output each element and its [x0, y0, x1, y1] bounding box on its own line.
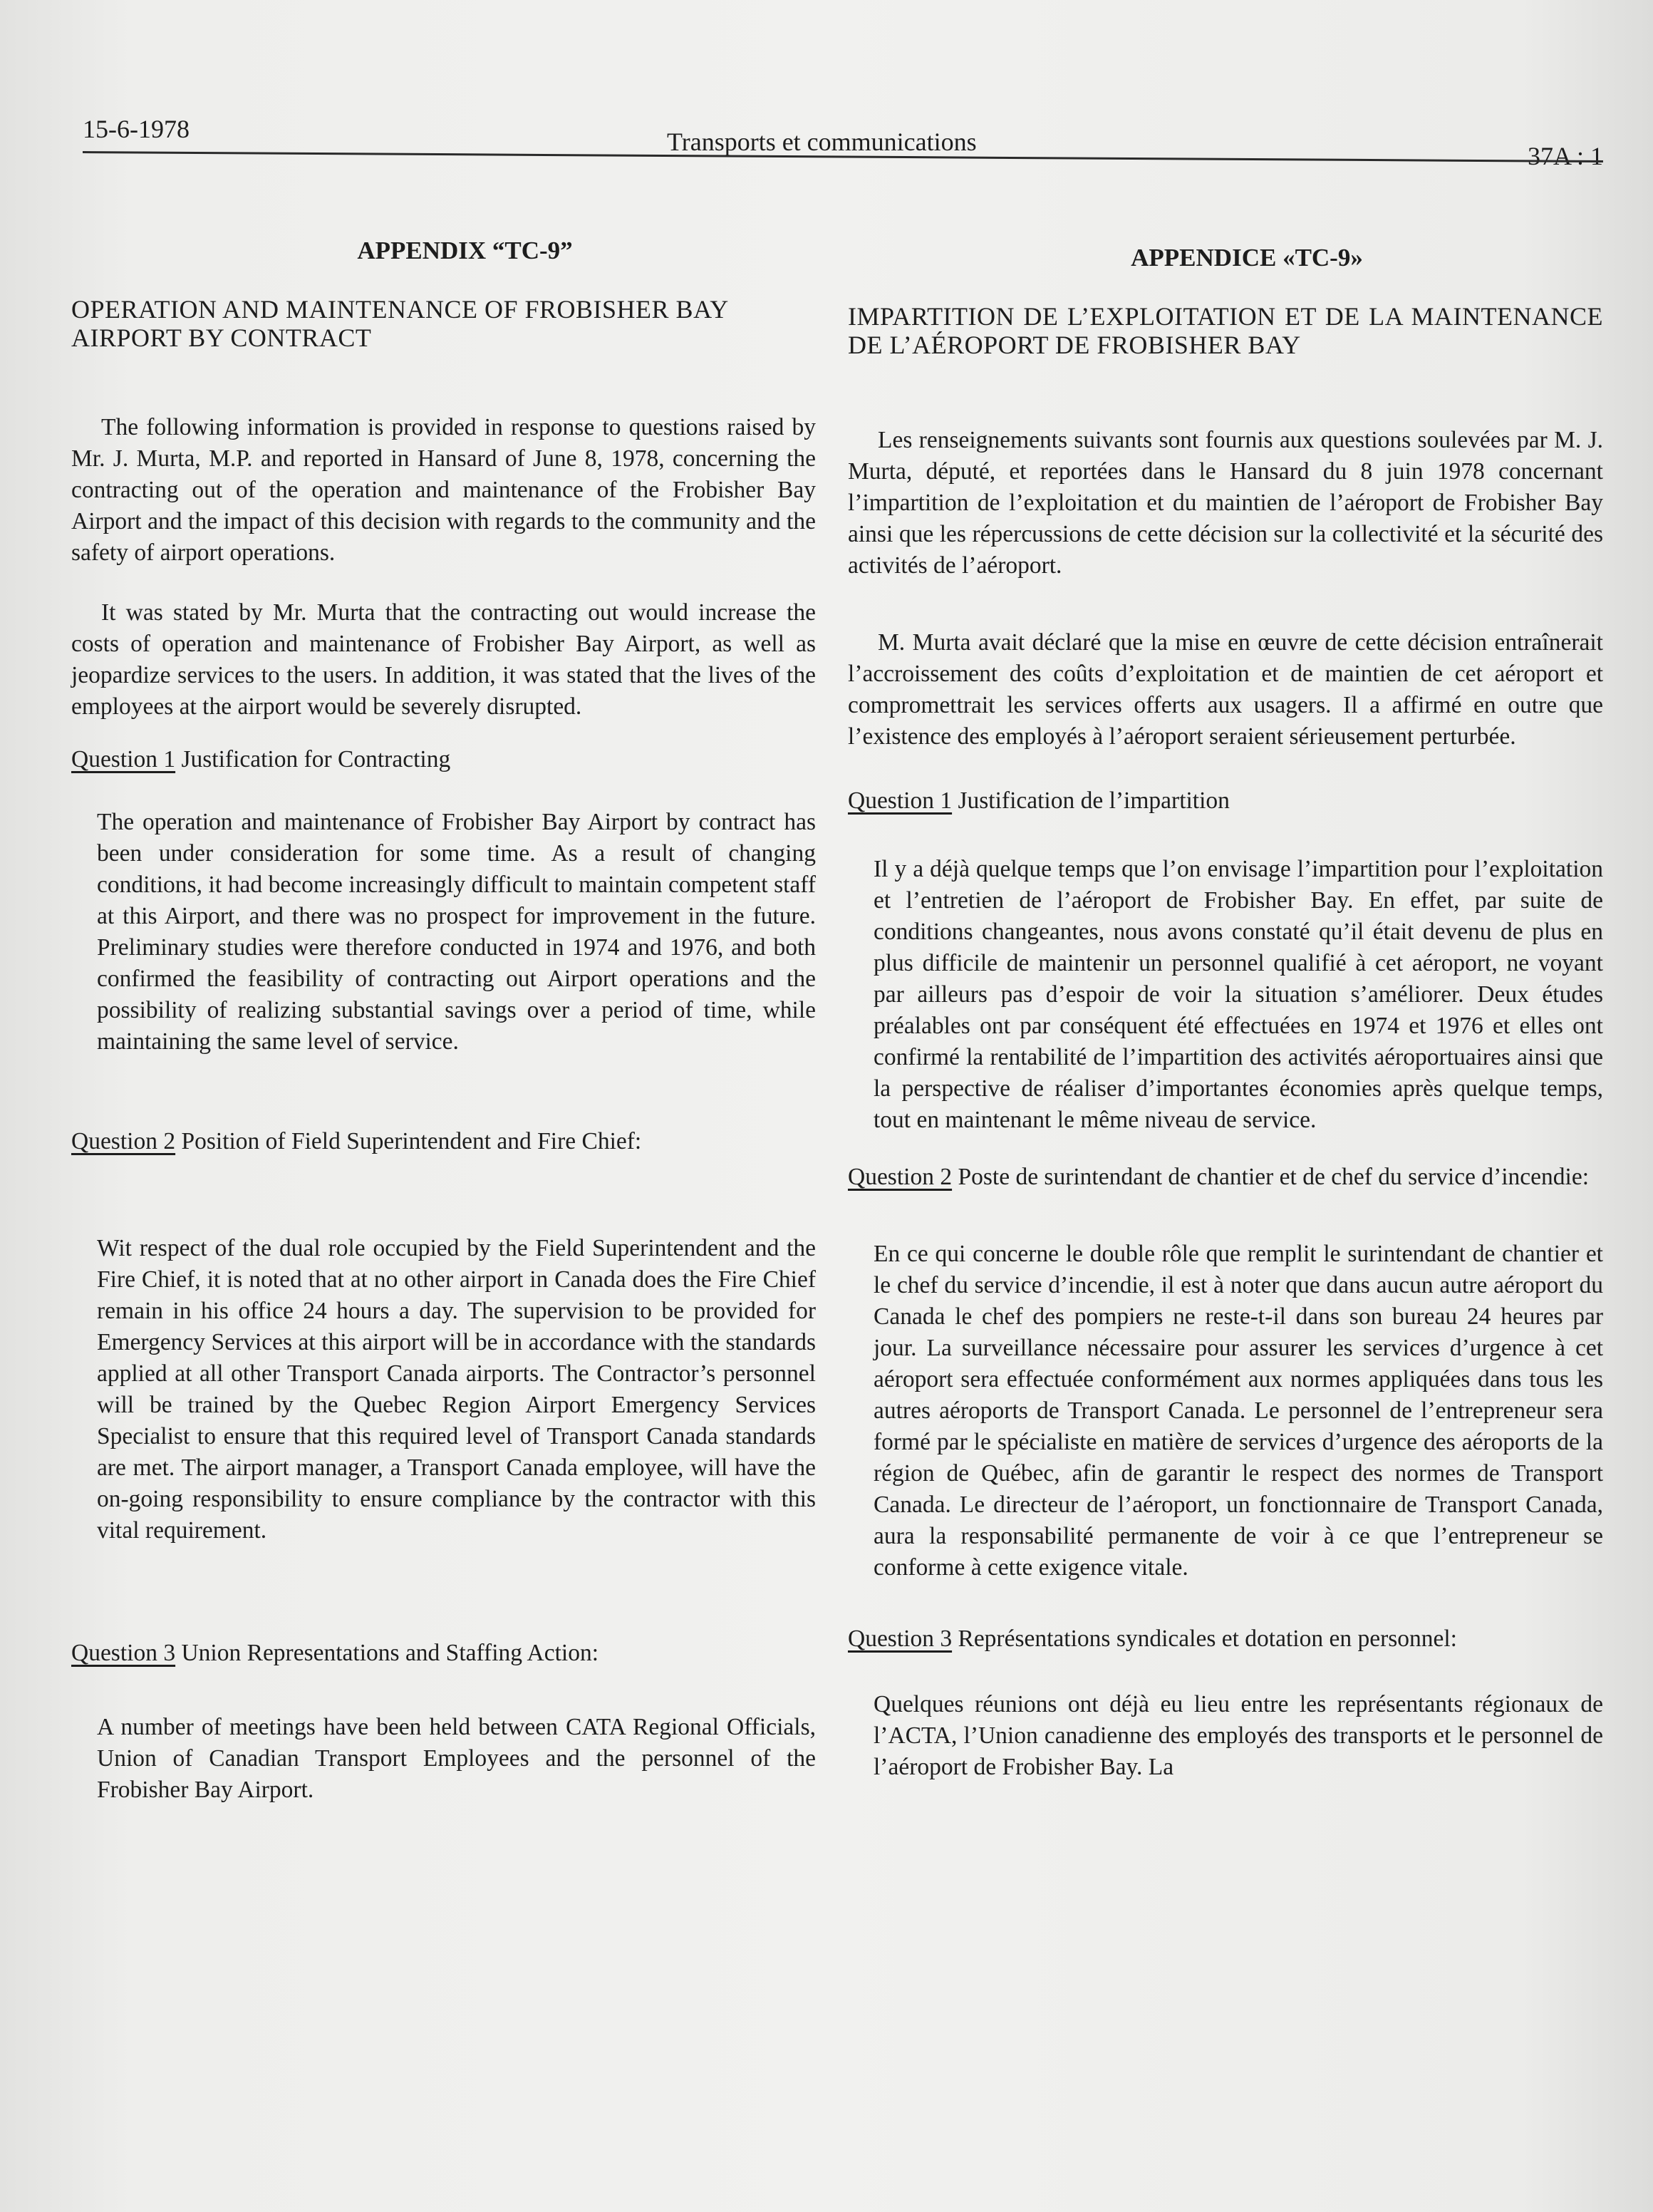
document-subtitle: OPERATION AND MAINTENANCE OF FROBISHER BAY AIRPORT BY CONTRACT	[71, 295, 728, 352]
page-header	[83, 114, 1603, 171]
english-column	[71, 235, 816, 1806]
intro-paragraph: It was stated by Mr. Murta that the contracting out would increase the costs of operation and maintenance of Frobisher Bay Airport, as well as jeopardize services to the users. In addition, it was stated that the lives of the employees at the airport would be severely disrupted.	[71, 599, 816, 720]
question-heading	[848, 785, 1603, 817]
question-heading	[71, 1638, 816, 1669]
header-date: 15-6-1978	[83, 115, 190, 143]
header-page-number: 37A : 1	[1527, 142, 1603, 170]
intro-paragraph: M. Murta avait déclaré que la mise en œuvre de cette décision entraînerait l’accroissement des coûts d’exploitation et de maintien de cet aéroport et compromettrait les services offerts aux usagers. Il a affirmé en outre que l’existence des employés à l’aéroport seraient sérieusement perturbée.	[848, 629, 1603, 750]
question-heading	[848, 1162, 1603, 1193]
question-title: Position of Field Superintendent and Fire Chief:	[175, 1128, 642, 1154]
question-label: Question 2	[848, 1164, 953, 1190]
question-answer: Wit respect of the dual role occupied by the Field Superintendent and the Fire Chief, it is noted that at no other airport in Canada does the Fire Chief remain in his office 24 hours a day. The supervision to be provided for Emergency Services at this airport will be in accordance with the standards applied at all other Transport Canada airports. The Contractor’s personnel will be trained by the Quebec Region Airport Emergency Services Specialist to ensure that this required level of Transport Canada standards are met. The airport manager, a Transport Canada employee, will have the on-going responsibility to ensure compliance by the contractor with this vital requirement.	[97, 1235, 816, 1544]
question-title: Représentations syndicales et dotation en personnel:	[952, 1626, 1457, 1652]
question-label: Question 3	[71, 1640, 176, 1666]
appendix-title: APPENDIX “TC-9”	[357, 237, 573, 264]
question-answer: A number of meetings have been held between CATA Regional Officials, Union of Canadian Transport Employees and the personnel of the Frobisher Bay Airport.	[97, 1714, 816, 1803]
french-column	[848, 242, 1603, 1783]
question-label: Question 1	[848, 787, 953, 814]
question-heading	[848, 1623, 1603, 1655]
header-title: Transports et communications	[667, 128, 977, 156]
question-label: Question 3	[848, 1626, 953, 1652]
question-heading	[71, 744, 816, 775]
question-answer: Il y a déjà quelque temps que l’on envisage l’impartition pour l’exploitation et l’entretien de l’aéroport de Frobisher Bay. En effet, par suite de conditions changeantes, nous avons constaté qu’il était devenu de plus en plus difficile de maintenir un personnel qualifié à cet aéroport, ne voyant par ailleurs pas d’espoir de voir la situation s’améliorer. Deux études préalables ont par conséquent été effectuées en 1974 et 1976 et elles ont confirmé la rentabilité de l’impartition des activités aéroportuaires ainsi que la perspective de réaliser d’importantes économies après quelque temps, tout en maintenant le même niveau de service.	[874, 856, 1603, 1133]
question-label: Question 2	[71, 1128, 176, 1154]
appendix-title: APPENDICE «TC-9»	[1131, 244, 1363, 272]
question-title: Justification de l’impartition	[952, 787, 1230, 814]
intro-paragraph: The following information is provided in response to questions raised by Mr. J. Murta, M.P. and reported in Hansard of June 8, 1978, concerning the contracting out of the operation and maintenance of the Frobisher Bay Airport and the impact of this decision with regards to the community and the safety of airport operations.	[71, 414, 816, 566]
document-subtitle: IMPARTITION DE L’EXPLOITATION ET DE LA MAINTENANCE DE L’AÉROPORT DE FROBISHER BAY	[848, 302, 1603, 359]
question-title: Justification for Contracting	[175, 746, 451, 772]
question-title: Union Representations and Staffing Action:	[175, 1640, 599, 1666]
question-answer: The operation and maintenance of Frobisher Bay Airport by contract has been under consideration for some time. As a result of changing conditions, it had become increasingly difficult to maintain competent staff at this Airport, and there was no prospect for improvement in the future. Preliminary studies were therefore conducted in 1974 and 1976, and both confirmed the feasibility of contracting out Airport operations and the possibility of realizing substantial savings over a period of time, while maintaining the same level of service.	[97, 809, 816, 1055]
intro-paragraph: Les renseignements suivants sont fournis aux questions soulevées par M. J. Murta, député, et reportées dans le Hansard du 8 juin 1978 concernant l’impartition de l’exploitation et du maintien de l’aéroport de Frobisher Bay ainsi que les répercussions de cette décision sur la collectivité et la sécurité des activités de l’aéroport.	[848, 427, 1603, 579]
question-answer: En ce qui concerne le double rôle que remplit le surintendant de chantier et le chef du service d’incendie, il est à noter que dans aucun autre aéroport du Canada le chef des pompiers ne reste-t-il dans son bureau 24 heures par jour. La surveillance nécessaire pour assurer les services d’urgence à cet aéroport sera effectuée conformément aux normes appliquées dans tous les autres aéroports de Transport Canada. Le personnel de l’entrepreneur sera formé par le spécialiste en matière de services d’urgence des aéroports de la région de Québec, afin de garantir le respect des normes de Transport Canada. Le directeur de l’aéroport, un fonctionnaire de Transport Canada, aura la responsabilité permanente de voir à ce que l’entrepreneur se conforme à cette exigence vitale.	[874, 1241, 1603, 1581]
question-label: Question 1	[71, 746, 176, 772]
question-heading	[71, 1126, 816, 1157]
question-title: Poste de surintendant de chantier et de chef du service d’incendie:	[952, 1164, 1590, 1190]
question-answer: Quelques réunions ont déjà eu lieu entre les représentants régionaux de l’ACTA, l’Union canadienne des employés des transports et le personnel de l’aéroport de Frobisher Bay. La	[874, 1691, 1603, 1780]
